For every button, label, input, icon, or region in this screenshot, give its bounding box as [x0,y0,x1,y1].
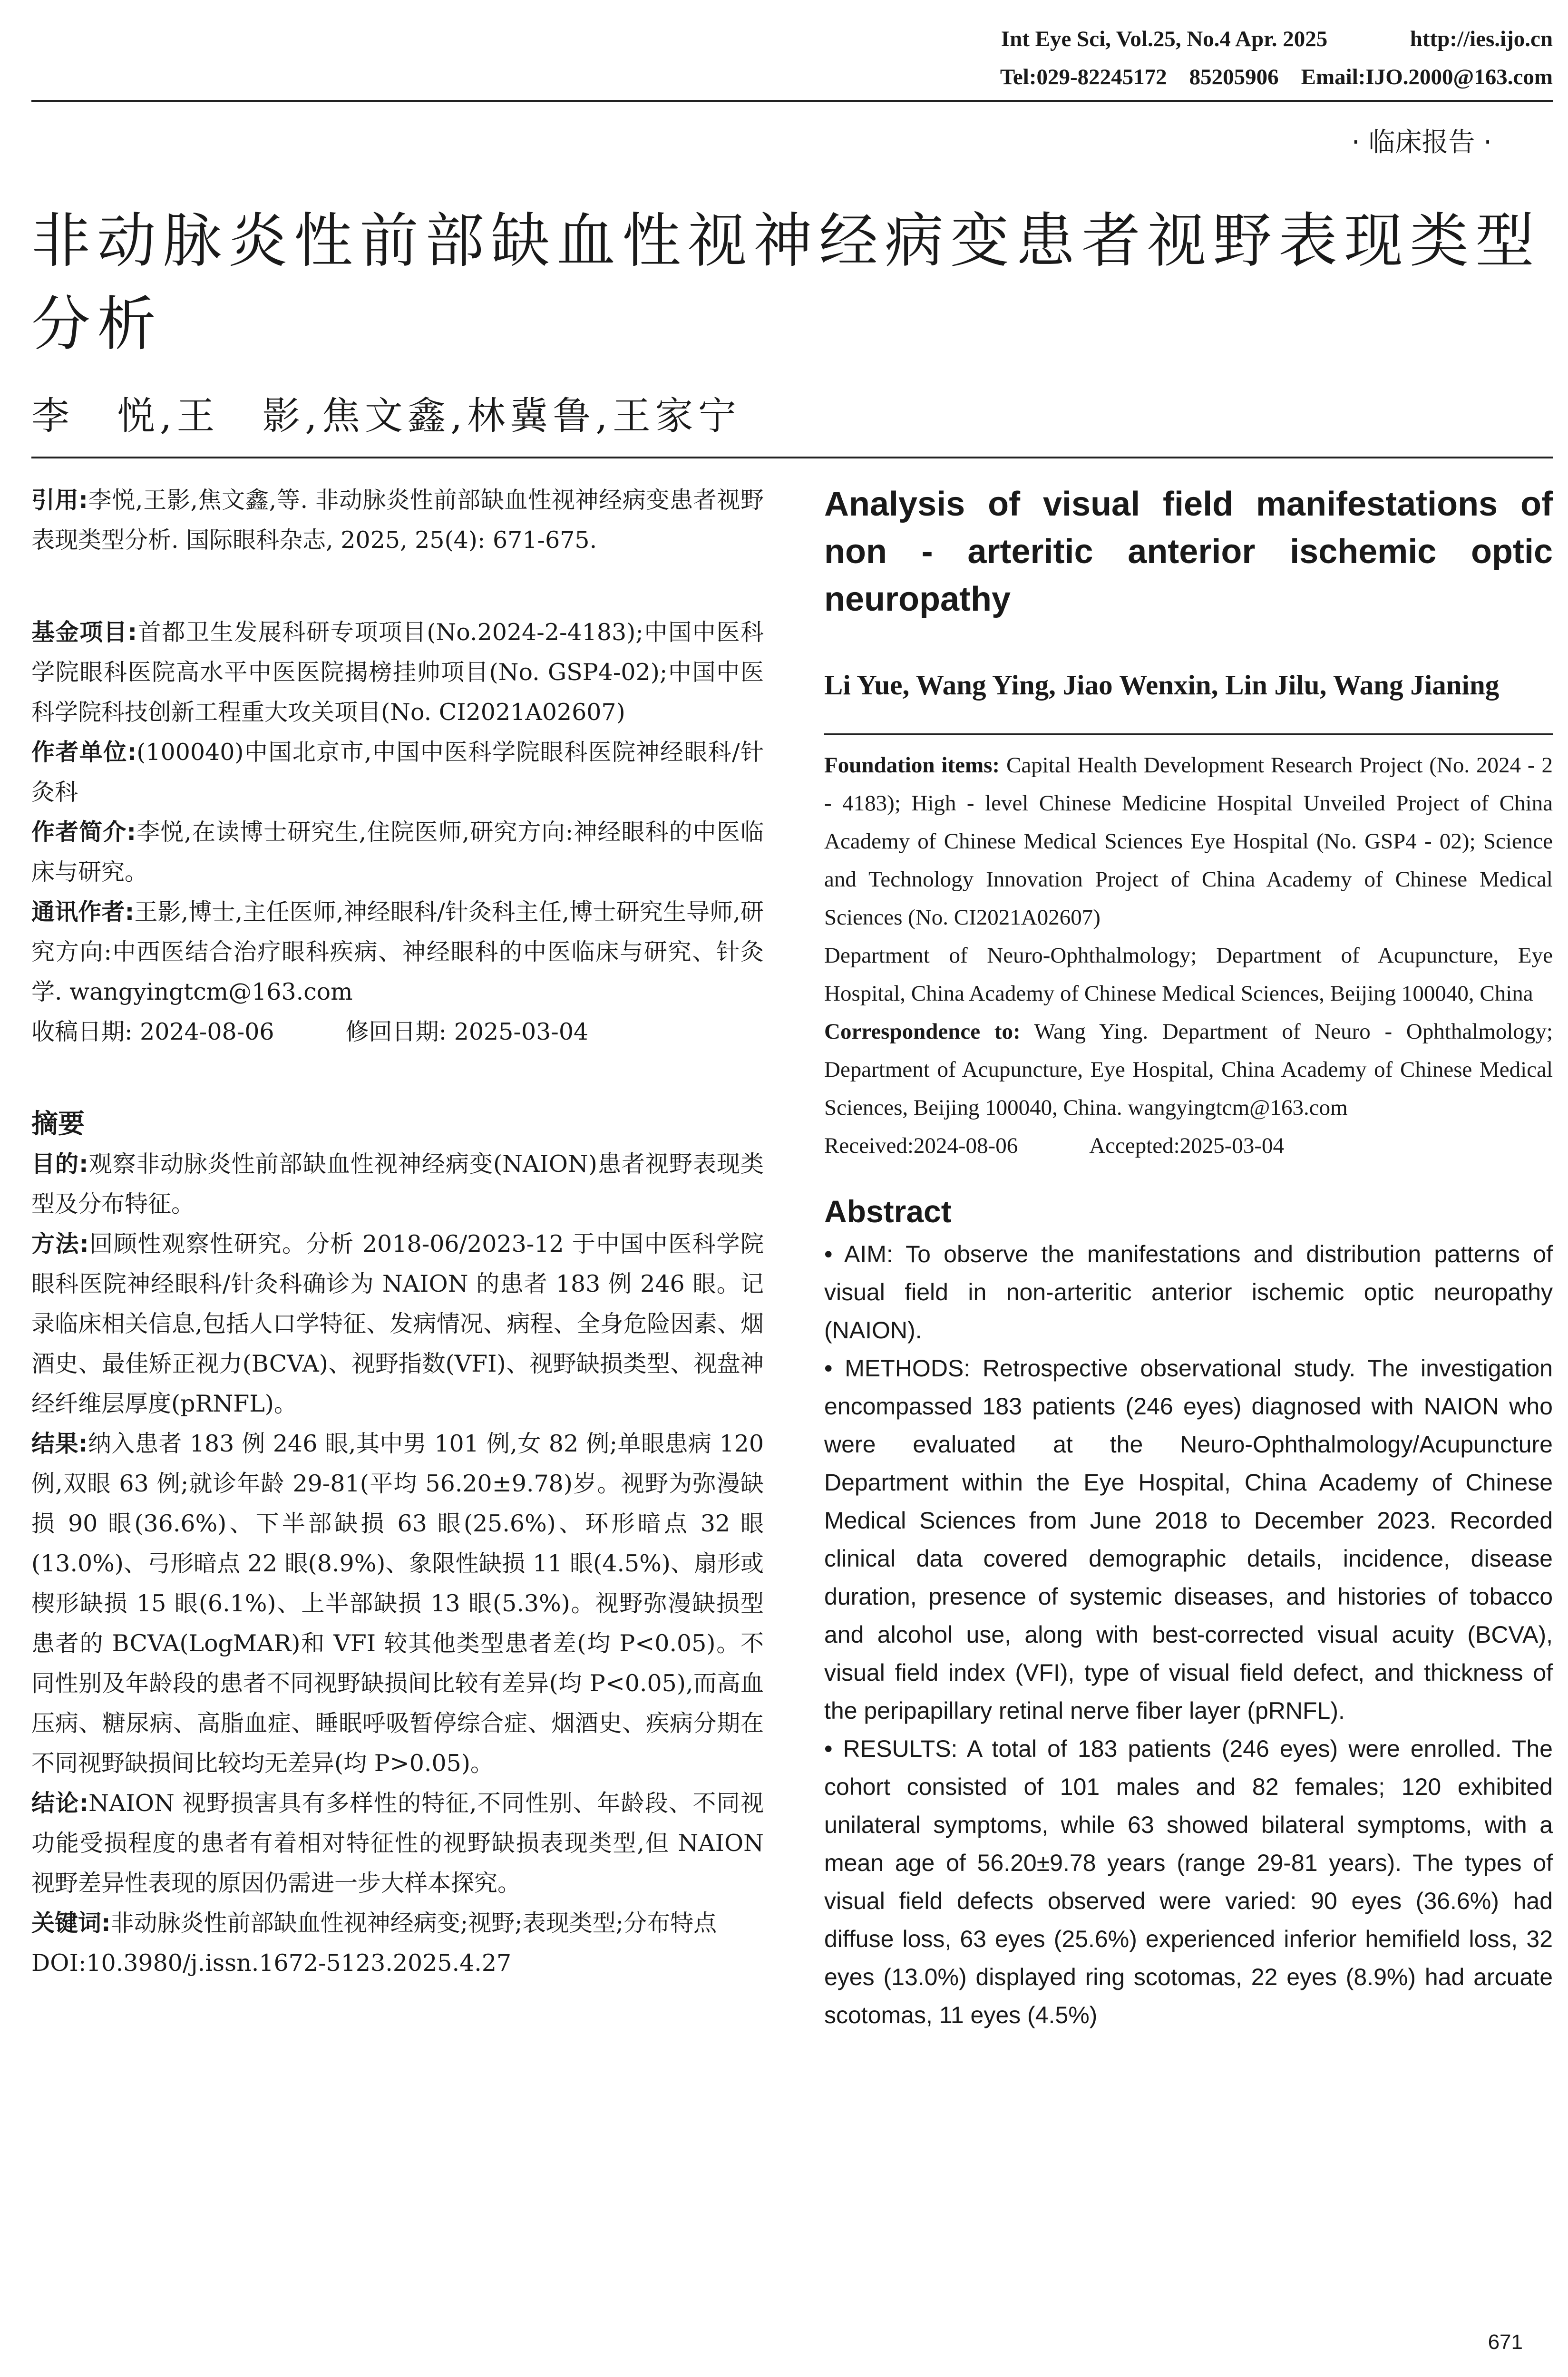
methods-label-en: METHODS: [845,1355,971,1382]
aim-text-en: To observe the manifestations and distribution patterns of visual field in non-arteritic anterior ischemic optic neuropathy (NAION). [824,1241,1553,1344]
bullet-icon: • [824,1355,833,1382]
unit-block [31,732,764,812]
bio-block [31,812,764,892]
methods-text-cn: 回顾性观察性研究。分析 2018-06/2023-12 于中国中医科学院眼科医院神经眼科/针灸科确诊为 NAION 的患者 183 例 246 眼。记录临床相关信息,包括人口学特征、发病情况、病程、全身危险因素、烟酒史、最佳矫正视力(BCVA)、视野指数(VFI)、视野缺损类型、视盘神经纤维层厚度(pRNFL)。 [31,1230,764,1417]
journal-citation-line: Int Eye Sci, Vol.25, No.4 Apr. 2025 [1001,27,1328,51]
aim-label-en: AIM: [844,1241,893,1267]
results-label-en: RESULTS: [843,1735,958,1762]
unit-label: 作者单位: [31,739,137,766]
received-date: 收稿日期: 2024-08-06 [31,1018,274,1045]
article-title: 非动脉炎性前部缺血性视神经病变患者视野表现类型分析 [31,207,1541,359]
abstract-heading-cn: 摘要 [31,1109,85,1140]
keywords-block-cn [31,1903,764,1943]
fund-text: 首都卫生发展科研专项项目(No.2024-2-4183);中国中医科学院眼科医院高水平中医医院揭榜挂帅项目(No. GSP4-02);中国中医科学院科技创新工程重大攻关项目(No. CI2021A02607) [31,619,764,726]
journal-contact-line: Tel:029-82245172 85205906 Email:IJO.2000@163.com [1000,65,1553,89]
fund-label: 基金项目: [31,619,137,646]
bullet-icon: • [824,1241,833,1267]
keywords-label-cn: 关键词: [31,1909,111,1937]
english-title: Analysis of visual field manifestations of non - arteritic anterior ischemic optic neuropathy [824,485,1553,618]
header-rule [31,100,1553,102]
english-correspondence-label: Correspondence to: [824,1019,1021,1044]
revised-date: 修回日期: 2025-03-04 [345,1018,589,1045]
english-authors-rule [824,733,1553,735]
author-list: 李 悦,王 影,焦文鑫,林冀鲁,王家宁 [31,394,741,438]
aim-label-cn: 目的: [31,1150,88,1178]
keywords-text-cn: 非动脉炎性前部缺血性视神经病变;视野;表现类型;分布特点 [110,1909,717,1937]
doi-line[interactable]: DOI:10.3980/j.issn.1672-5123.2025.4.27 [31,1949,512,1977]
aim-text-cn: 观察非动脉炎性前部缺血性视神经病变(NAION)患者视野表现类型及分布特征。 [31,1150,764,1218]
bullet-icon: • [824,1735,833,1762]
methods-block-en [824,1349,1553,1730]
authors-rule [31,457,1553,458]
conclusion-block-cn [31,1783,764,1903]
english-authors: Li Yue, Wang Ying, Jiao Wenxin, Lin Jilu, Wang Jianing [824,669,1500,701]
foundation-block [824,746,1553,936]
conclusion-text-cn: NAION 视野损害具有多样性的特征,不同性别、年龄段、不同视功能受损程度的患者有着相对特征性的视野缺损表现类型,但 NAION 视野差异性表现的原因仍需进一步大样本探究。 [31,1790,764,1897]
bio-text: 李悦,在读博士研究生,住院医师,研究方向:神经眼科的中医临床与研究。 [31,818,764,886]
aim-block-en [824,1235,1553,1349]
section-label: · 临床报告 · [1351,127,1492,158]
english-accepted-date: Accepted:2025-03-04 [1089,1133,1285,1158]
methods-label-cn: 方法: [31,1230,89,1257]
results-text-en: A total of 183 patients (246 eyes) were enrolled. The cohort consisted of 101 males and 82 females; 120 exhibited unilateral symptoms, while 63 showed bilateral symptoms, with a mean age of 56.20±9.78 years (range 29-81 years). The types of visual field defects observed were varied: 90 eyes (36.6%) had diffuse loss, 63 eyes (25.6%) experienced inferior hemifield loss, 32 eyes (13.0%) displayed ring scotomas, 22 eyes (8.9%) had arcuate scotomas, 11 eyes (4.5%) [824,1735,1553,2028]
english-dates-line [824,1127,1553,1165]
department-block: Department of Neuro-Ophthalmology; Department of Acupuncture, Eye Hospital, China Academy of Chinese Medical Sciences, Beijing 100040, China [824,943,1553,1006]
methods-text-en: Retrospective observational study. The investigation encompassed 183 patients (246 eyes) diagnosed with NAION who were evaluated at the Neuro-Ophthalmology/Acupuncture Department within the Eye Hospital, China Academy of Chinese Medical Sciences from June 2018 to December 2023. Recorded clinical data covered demographic details, incidence, disease duration, presence of systemic diseases, and histories of tobacco and alcohol use, along with best-corrected visual acuity (BCVA), visual field index (VFI), type of visual field defect, and thickness of the peripapillary retinal nerve fiber layer (pRNFL). [824,1355,1553,1724]
citation-label: 引用: [31,487,88,514]
bio-label: 作者简介: [31,818,136,846]
fund-block [31,613,764,732]
foundation-label: Foundation items: [824,753,1000,778]
chinese-column [31,480,764,1983]
correspondence-text: 王影,博士,主任医师,神经眼科/针灸科主任,博士研究生导师,研究方向:中西医结合治疗眼科疾病、神经眼科的中医临床与研究、针灸学. wangyingtcm@163.com [31,898,764,1005]
english-received-date: Received:2024-08-06 [824,1133,1018,1158]
citation-text: 李悦,王影,焦文鑫,等. 非动脉炎性前部缺血性视神经病变患者视野表现类型分析. 国际眼科杂志, 2025, 25(4): 671-675. [31,487,764,554]
conclusion-label-cn: 结论: [31,1790,89,1817]
correspondence-block [31,892,764,1012]
results-label-cn: 结果: [31,1430,88,1457]
english-abstract [824,1235,1553,2034]
correspondence-label: 通讯作者: [31,898,135,925]
results-block-cn [31,1424,764,1783]
results-text-cn: 纳入患者 183 例 246 眼,其中男 101 例,女 82 例;单眼患病 120 例,双眼 63 例;就诊年龄 29-81(平均 56.20±9.78)岁。视野为弥漫缺损 90 眼(36.6%)、下半部缺损 63 眼(25.6%)、环形暗点 32 眼(13.0%)、弓形暗点 22 眼(8.9%)、象限性缺损 11 眼(4.5%)、扇形或楔形缺损 15 眼(6.1%)、上半部缺损 13 眼(5.3%)。视野弥漫缺损型患者的 BCVA(LogMAR)和 VFI 较其他类型患者差(均 P<0.05)。不同性别及年龄段的患者不同视野缺损间比较有差异(均 P<0.05),而高血压病、糖尿病、高脂血症、睡眠呼吸暂停综合症、烟酒史、疾病分期在不同视野缺损间比较均无差异(均 P>0.05)。 [31,1430,764,1777]
foundation-text: Capital Health Development Research Project (No. 2024 - 2 - 4183); High - level Chinese Medicine Hospital Unveiled Project of China Academy of Chinese Medical Sciences Eye Hospital (No. GSP4 - 02); Science and Technology Innovation Project of China Academy of Chinese Medical Sciences (No. CI2021A02607) [824,753,1553,930]
journal-url[interactable]: http://ies.ijo.cn [1410,27,1553,51]
dates-line [31,1012,764,1052]
results-block-en [824,1730,1553,2034]
unit-text: (100040)中国北京市,中国中医科学院眼科医院神经眼科/针灸科 [31,739,764,806]
english-front-matter [824,746,1553,1165]
abstract-heading-en: Abstract [824,1194,952,1229]
english-correspondence-block [824,1013,1553,1127]
citation-block [31,480,764,560]
journal-header-line [1001,26,1553,52]
aim-block-cn [31,1144,764,1224]
english-correspondence-text: Wang Ying. Department of Neuro - Ophthalmology; Department of Acupuncture, Eye Hospital, China Academy of Chinese Medical Sciences, Beijing 100040, China. wangyingtcm@163.com [824,1019,1553,1120]
methods-block-cn [31,1224,764,1424]
page-number: 671 [1488,2330,1523,2354]
english-column [824,480,1553,2034]
